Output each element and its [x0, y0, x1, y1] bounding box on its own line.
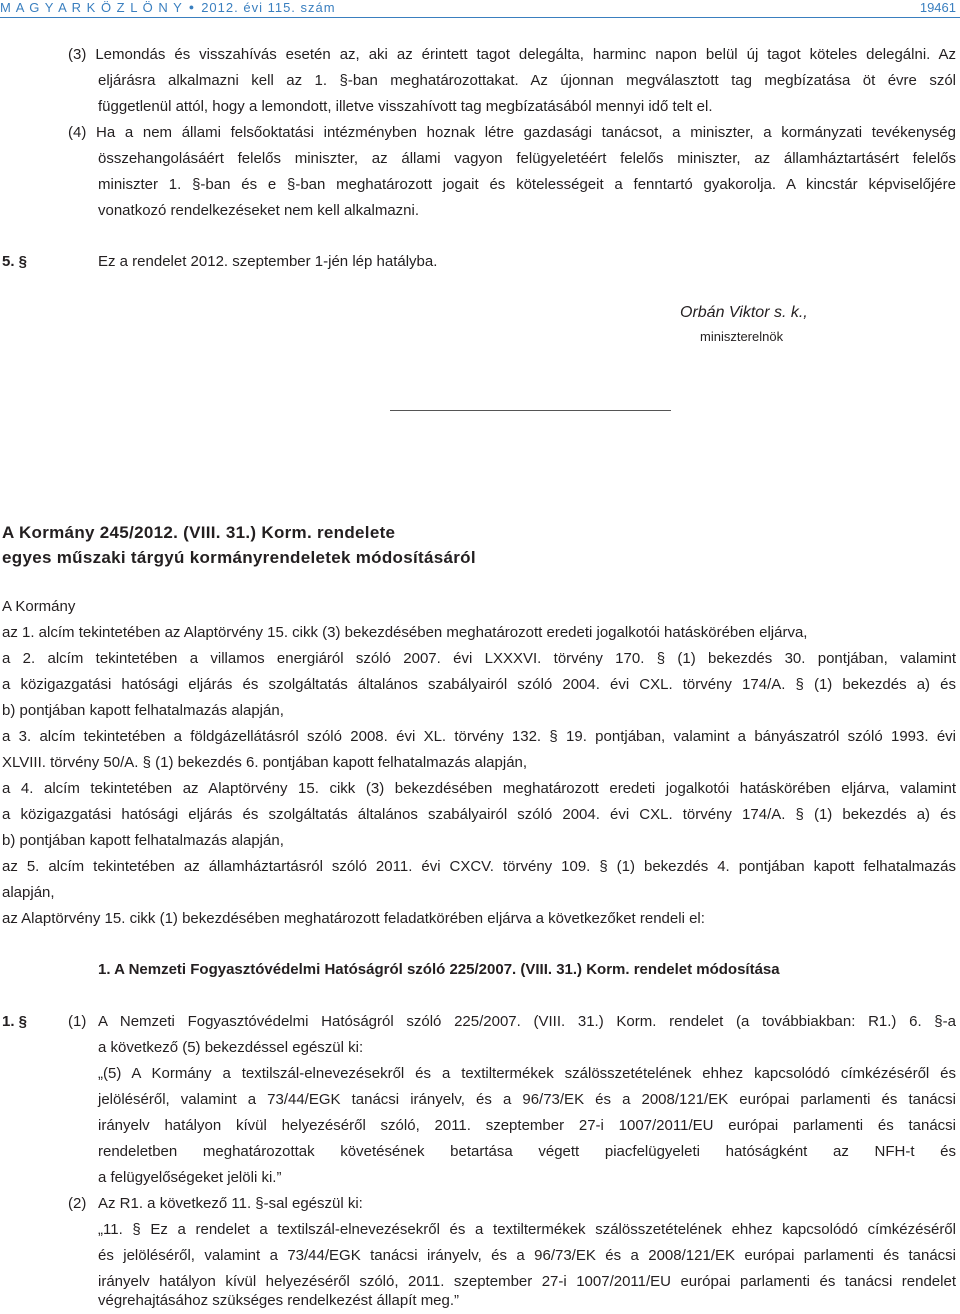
para3-line-1: (3) Lemondás és visszahívás esetén az, aki az érintett tagot delegálta, harminc napon belül új tagot köteles delegálni. Az — [68, 46, 956, 63]
section1-number: 1. § — [2, 1013, 28, 1030]
preamble-line-6: XLVIII. törvény 50/A. § (1) bekezdés 6. pontjában kapott felhatalmazás alapján, — [2, 754, 528, 771]
preamble-line-9: b) pontjában kapott felhatalmazás alapján, — [2, 832, 284, 849]
para4-line-2: összehangolásáért felelős miniszter, az állami vagyon felügyeletéért felelős miniszter, az államháztartásért felelős — [98, 150, 956, 167]
section5-number: 5. § — [2, 253, 28, 270]
section1-p1-line-2: a következő (5) bekezdéssel egészül ki: — [98, 1039, 364, 1056]
section1-p2-line-2: „11. § Ez a rendelet a textilszál-elnevezésekről és a textiltermékek szálösszetételének ehhez kapcsolódó címkézéséről — [98, 1221, 956, 1238]
preamble-line-4: b) pontjában kapott felhatalmazás alapján, — [2, 702, 284, 719]
para4-line-1: (4) Ha a nem állami felsőoktatási intézményben hoznak létre gazdasági tanácsot, a miniszter, a kormányzati tevékenység — [68, 124, 956, 141]
decree-title: A Kormány 245/2012. (VIII. 31.) Korm. rendelete — [2, 523, 396, 542]
section1-p1-line-7: a felügyelőségeket jelöli ki.” — [98, 1169, 282, 1186]
header-rule — [0, 17, 960, 18]
para3-line-3: függetlenül attól, hogy a lemondott, illetve visszahívott tag megbízatásából mennyi idő telt el. — [98, 98, 713, 115]
preamble-line-2: a 2. alcím tekintetében a villamos energiáról szóló 2007. évi LXXXVI. törvény 170. § (1) bekezdés 30. pontjában, valamint — [2, 650, 956, 667]
para4-line-3: miniszter 1. §-ban és e §-ban meghatározott jogait és kötelességeit a fenntartó gyakorolja. A kincstár képviselőjére — [98, 176, 956, 193]
para3-line-2: eljárásra alkalmazni kell az 1. §-ban meghatározottakat. Az újonnan megválasztott tag megbízatása öt évre szól — [98, 72, 956, 89]
preamble-line-12: az Alaptörvény 15. cikk (1) bekezdésében meghatározott feladatkörében eljárva a következőket rendeli el: — [2, 910, 705, 927]
section1-p1-line-5: irányelv hatályon kívül helyezéséről szóló, 2011. szeptember 27-i 1007/2011/EU európai parlamenti és tanácsi — [98, 1117, 956, 1134]
decree-subject: egyes műszaki tárgyú kormányrendeletek módosításáról — [2, 548, 476, 567]
section1-p1-label: (1) — [68, 1013, 87, 1030]
preamble-line-3: a közigazgatási hatósági eljárás és szolgáltatás általános szabályairól szóló 2004. évi CXL. törvény 174/A. § (1) bekezdés a) és — [2, 676, 956, 693]
preamble-line-8: a közigazgatási hatósági eljárás és szolgáltatás általános szabályairól szóló 2004. évi CXL. törvény 174/A. § (1) bekezdés a) és — [2, 806, 956, 823]
journal-info — [0, 0, 336, 15]
preamble-line-11: alapján, — [2, 884, 55, 901]
section1-p2-label: (2) — [68, 1195, 87, 1212]
section1-p1-line-1: A Nemzeti Fogyasztóvédelmi Hatóságról szóló 225/2007. (VIII. 31.) Korm. rendelet (a továbbiakban: R1.) 6. §-a — [98, 1013, 956, 1030]
page-number: 19461 — [919, 0, 956, 15]
section1-p1-line-4: jelöléséről, valamint a 73/44/EGK tanácsi irányelv, és a 96/73/EK és a 2008/121/EK európai parlamenti és tanácsi — [98, 1091, 956, 1108]
section5-text: Ez a rendelet 2012. szeptember 1-jén lép hatályba. — [98, 253, 438, 270]
page-header — [0, 0, 960, 16]
section1-p1-line-6: rendeletben meghatározottak követésének betartása végett piacfelügyeleti hatóságként az NFH-t és — [98, 1143, 956, 1160]
journal-name: M A G Y A R K Ö Z L Ö N Y — [0, 0, 183, 15]
preamble-line-10: az 5. alcím tekintetében az államháztartásról szóló 2011. évi CXCV. törvény 109. § (1) bekezdés 4. pontjában kapott felhatalmazás — [2, 858, 956, 875]
para4-line-4: vonatkozó rendelkezéseket nem kell alkalmazni. — [98, 202, 419, 219]
section1-p2-line-5: végrehajtásához szükséges rendelkezést állapít meg.” — [98, 1292, 460, 1309]
preamble-line-7: a 4. alcím tekintetében az Alaptörvény 15. cikk (3) bekezdésében meghatározott eredeti jogalkotói hatáskörében eljárva, valamint — [2, 780, 956, 797]
issue-label: 2012. évi 115. szám — [201, 0, 336, 15]
section1-p2-line-1: Az R1. a következő 11. §-sal egészül ki: — [98, 1195, 363, 1212]
section1-p2-line-4: irányelv hatályon kívül helyezéséről szóló, 2011. szeptember 27-i 1007/2011/EU európai parlamenti és tanácsi rendelet — [98, 1273, 956, 1290]
bullet-separator-icon: ● — [188, 2, 196, 12]
subsection-heading: 1. A Nemzeti Fogyasztóvédelmi Hatóságról szóló 225/2007. (VIII. 31.) Korm. rendelet módosítása — [98, 961, 780, 978]
signature-name: Orbán Viktor s. k., — [680, 304, 808, 321]
section-divider — [390, 410, 671, 411]
preamble-line-1: az 1. alcím tekintetében az Alaptörvény 15. cikk (3) bekezdésében meghatározott eredeti jogalkotói hatáskörében eljárva, — [2, 624, 808, 641]
preamble-line-5: a 3. alcím tekintetében a földgázellátásról szóló 2008. évi XL. törvény 132. § 19. pontjában, valamint a bányászatról szóló 1993. évi — [2, 728, 956, 745]
section1-p1-line-3: „(5) A Kormány a textilszál-elnevezésekről és a textiltermékek szálösszetételének ehhez kapcsolódó címkézéséről és — [98, 1065, 956, 1082]
section1-p2-line-3: és jelöléséről, valamint a 73/44/EGK tanácsi irányelv, és a 96/73/EK és a 2008/121/EK európai parlamenti és tanácsi — [98, 1247, 956, 1264]
decree-issuer: A Kormány — [2, 598, 76, 615]
signature-role: miniszterelnök — [700, 329, 784, 344]
